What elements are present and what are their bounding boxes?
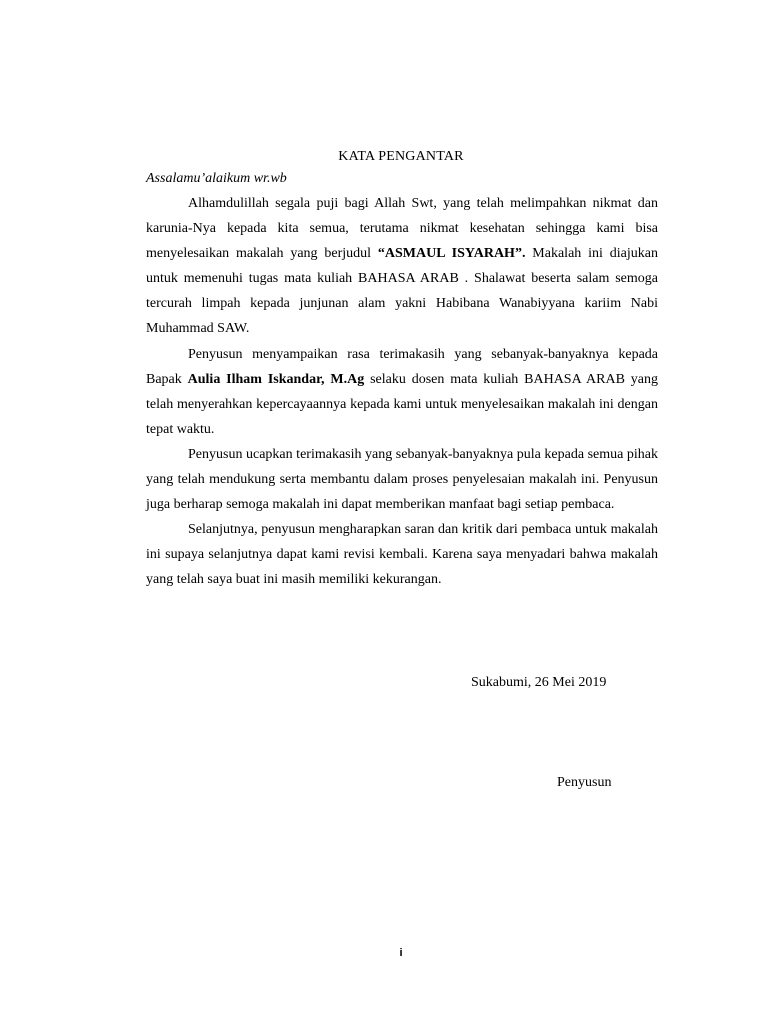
body-paragraph [146,342,658,442]
page-number: i [399,947,403,959]
signer-label: Penyusun [557,775,612,790]
paragraph-text: Selanjutnya, penyusun mengharapkan saran dan kritik dari pembaca untuk makalah ini supaya selanjutnya dapat kami revisi kembali. Karena saya menyadari bahwa makalah yang telah saya buat ini masih memiliki kekurangan. [146,522,658,588]
document-body [146,191,658,593]
paragraph-text: selaku dosen mata kuliah BAHASA ARAB yang telah menyerahkan kepercayaannya kepada kami untuk menyelesaikan makalah ini dengan tepat waktu. [146,371,658,437]
paragraph-text: Penyusun menyampaikan rasa terimakasih yang sebanyak-banyaknya kepada Bapak [146,346,658,387]
place-date: Sukabumi, 26 Mei 2019 [471,675,607,690]
bold-text: Aulia Ilham Iskandar, M.Ag [187,371,365,387]
paragraph-text: Penyusun ucapkan terimakasih yang sebanyak-banyaknya pula kepada semua pihak yang telah mendukung serta membantu dalam proses penyelesaian makalah ini. Penyusun juga berharap semoga makalah ini dapat memberikan manfaat bagi setiap pembaca. [146,446,658,513]
paragraph-text: Alhamdulillah segala puji bagi Allah Swt, yang telah melimpahkan nikmat dan karunia-Nya kepada kita semua, terutama nikmat kesehatan sehingga kami bisa menyelesaikan makalah yang berjudul [146,196,658,262]
body-paragraph [146,517,658,592]
page-title: KATA PENGANTAR [338,149,464,164]
bold-text: “ASMAUL ISYARAH”. [377,246,526,262]
body-paragraph [146,442,658,517]
body-paragraph [146,191,658,342]
greeting-line: Assalamu’alaikum wr.wb [146,171,287,186]
paragraph-text: Makalah ini diajukan untuk memenuhi tugas mata kuliah BAHASA ARAB . Shalawat beserta salam semoga tercurah limpah kepada junjunan alam yakni Habibana Wanabiyyana kariim Nabi Muhammad SAW. [146,246,658,337]
